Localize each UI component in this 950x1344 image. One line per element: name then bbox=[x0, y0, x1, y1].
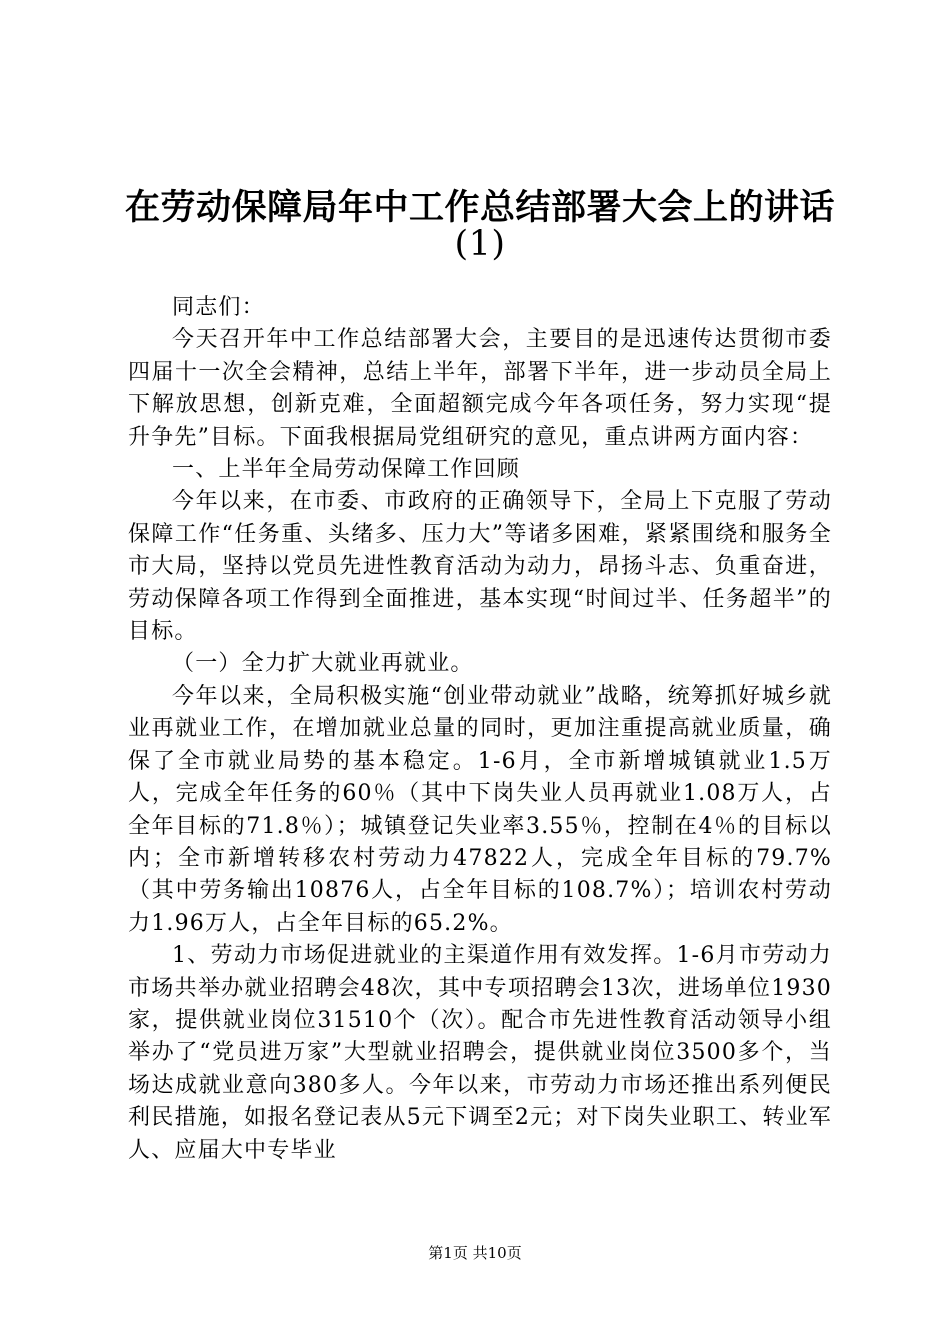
subsection-heading: （一）全力扩大就业再就业。 bbox=[172, 651, 474, 677]
document-title: 在劳动保障局年中工作总结部署大会上的讲话 bbox=[124, 188, 835, 228]
page-footer: 第1页 共10页 bbox=[428, 1244, 522, 1262]
paragraph: 今年以来，在市委、市政府的正确领导下，全局上下克服了劳动保障工作“任务重、头绪多、压力大”等诸多困难，紧紧围绕和服务全市大局，坚持以党员先进性教育活动为动力，昂扬斗志、负重奋进，劳动保障各项工作得到全面推进，基本实现“时间过半、任务超半”的目标。 bbox=[128, 489, 832, 645]
section-heading: 一、上半年全局劳动保障工作回顾 bbox=[172, 457, 521, 483]
paragraph: 今天召开年中工作总结部署大会，主要目的是迅速传达贯彻市委四届十一次全会精神，总结上半年，部署下半年，进一步动员全局上下解放思想，创新克难，全面超额完成今年各项任务，努力实现“提升争先”目标。下面我根据局党组研究的意见，重点讲两方面内容： bbox=[128, 327, 832, 450]
salutation: 同志们： bbox=[172, 295, 265, 320]
paragraph: 今年以来，全局积极实施“创业带动就业”战略，统筹抓好城乡就业再就业工作，在增加就业总量的同时，更加注重提高就业质量，确保了全市就业局势的基本稳定。1-6月，全市新增城镇就业1.5万人，完成全年任务的60％（其中下岗失业人员再就业1.08万人，占全年目标的71.8％）；城镇登记失业率3.55％，控制在4％的目标以内；全市新增转移农村劳动力47822人，完成全年目标的79.7%（其中劳务输出10876人，占全年目标的108.7%）；培训农村劳动力1.96万人，占全年目标的65.2%。 bbox=[128, 683, 832, 936]
paragraph: 1、劳动力市场促进就业的主渠道作用有效发挥。1-6月市劳动力市场共举办就业招聘会48次，其中专项招聘会13次，进场单位1930家，提供就业岗位31510个（次）。配合市先进性教育活动领导小组举办了“党员进万家”大型就业招聘会，提供就业岗位3500多个，当场达成就业意向380多人。今年以来，市劳动力市场还推出系列便民利民措施，如报名登记表从5元下调至2元；对下岗失业职工、转业军人、应届大中专毕业 bbox=[128, 943, 832, 1163]
document-body bbox=[128, 292, 832, 1167]
document-title-suffix: (1) bbox=[454, 224, 506, 264]
